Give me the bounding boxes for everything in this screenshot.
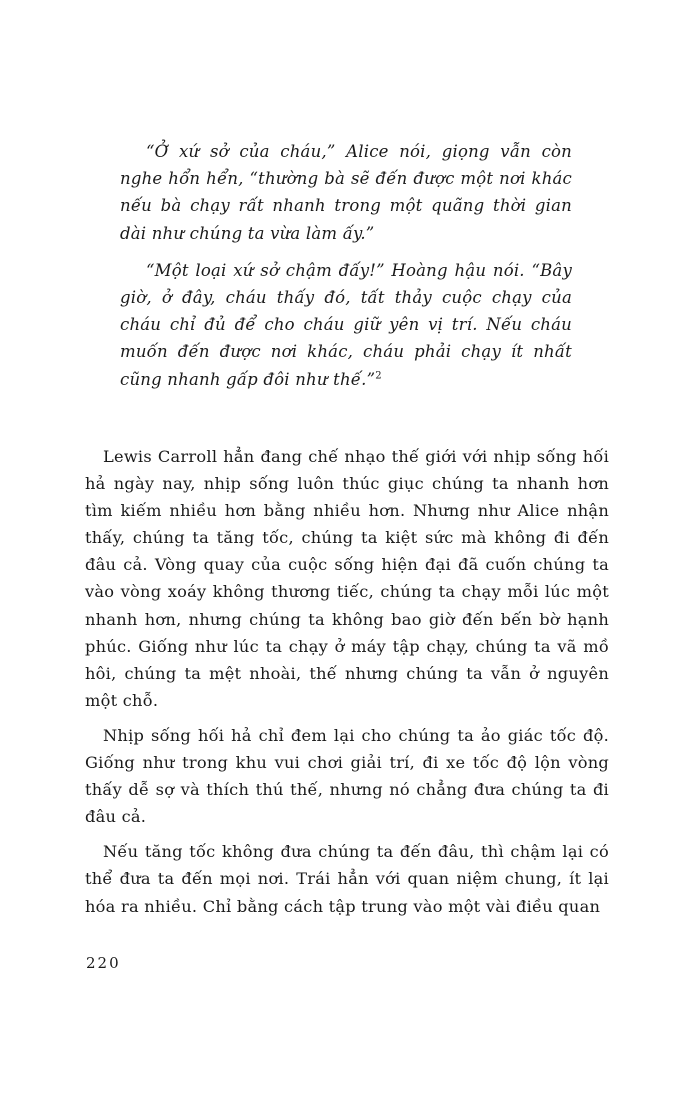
quote-paragraph-alice: “Ở xứ sở của cháu,” Alice nói, giọng vẫn còn nghe hổn hển, “thường bà sẽ đến được một nơi khác nếu bà chạy rất nhanh trong một quãng thời gian dài như chúng ta vừa làm ấy.” xyxy=(120,142,572,243)
body-paragraph-1: Lewis Carroll hẳn đang chế nhạo thế giới với nhịp sống hối hả ngày nay, nhịp sống luôn thúc giục chúng ta nhanh hơn tìm kiếm nhiều hơn bằng nhiều hơn. Nhưng như Alice nhận thấy, chúng ta tăng tốc, chúng ta kiệt sức mà không đi đến đâu cả. Vòng quay của cuộc sống hiện đại đã cuốn chúng ta vào vòng xoáy không thương tiếc, chúng ta chạy mỗi lúc một nhanh hơn, nhưng chúng ta không bao giờ đến bến bờ hạnh phúc. Giống như lúc ta chạy ở máy tập chạy, chúng ta vã mồ hôi, chúng ta mệt nhoài, thế nhưng chúng ta vẫn ở nguyên một chỗ. xyxy=(85,447,609,710)
body-text xyxy=(85,443,609,928)
body-paragraph-3: Nếu tăng tốc không đưa chúng ta đến đâu, thì chậm lại có thể đưa ta đến mọi nơi. Trái hẳn với quan niệm chung, ít lại hóa ra nhiều. Chỉ bằng cách tập trung vào một vài điều quan xyxy=(85,842,609,916)
quote-paragraph-queen xyxy=(120,257,572,393)
quote-paragraph-queen-text: “Một loại xứ sở chậm đấy!” Hoàng hậu nói. “Bây giờ, ở đây, cháu thấy đó, tất thảy cuộc chạy của cháu chỉ đủ để cho cháu giữ yên vị trí. Nếu cháu muốn đến được nơi khác, cháu phải chạy ít nhất cũng nhanh gấp đôi như thế.” xyxy=(120,260,572,389)
footnote-marker: 2 xyxy=(375,370,382,382)
page-number: 220 xyxy=(86,954,121,972)
body-paragraph-2: Nhịp sống hối hả chỉ đem lại cho chúng ta ảo giác tốc độ. Giống như trong khu vui chơi giải trí, đi xe tốc độ lộn vòng thấy dễ sợ và thích thú thế, nhưng nó chẳng đưa chúng ta đi đâu cả. xyxy=(85,725,609,827)
block-quote xyxy=(120,138,572,403)
